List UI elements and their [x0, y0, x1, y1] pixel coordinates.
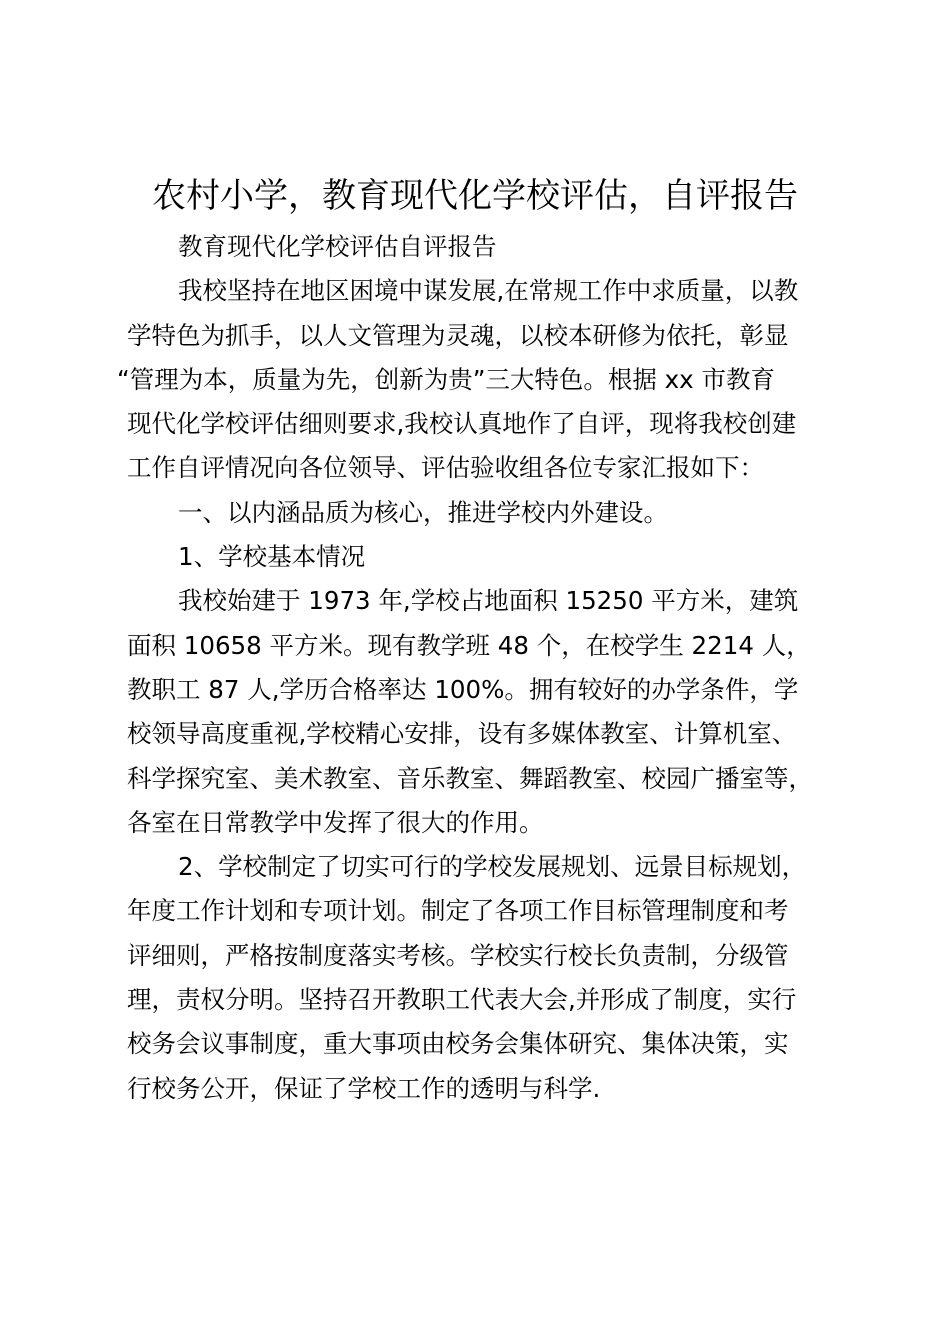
intro-paragraph	[117, 269, 853, 490]
paragraph-line: 教职工 87 人,学历合格率达 100%。拥有较好的办学条件，学	[127, 674, 799, 704]
document-title: 农村小学，教育现代化学校评估，自评报告	[152, 176, 798, 216]
document-subtitle: 教育现代化学校评估自评报告	[178, 232, 497, 261]
paragraph-line: 2、学校制定了切实可行的学校发展规划、远景目标规划，	[178, 852, 807, 882]
paragraph-line: 校务会议事制度，重大事项由校务会集体研究、集体决策，实	[127, 1029, 789, 1059]
paragraph-line: “管理为本，质量为先，创新为贵”三大特色。根据 xx 市教育	[117, 364, 775, 394]
paragraph-line: 年度工作计划和专项计划。制定了各项工作目标管理制度和考	[127, 896, 789, 926]
basic-info-paragraph	[127, 579, 853, 845]
paragraph-line: 科学探究室、美术教室、音乐教室、舞蹈教室、校园广播室等，	[127, 763, 813, 793]
paragraph-line: 各室在日常教学中发挥了很大的作用。	[127, 807, 544, 837]
paragraph-line: 面积 10658 平方米。现有教学班 48 个，在校学生 2214 人，	[127, 630, 811, 660]
paragraph-line: 现代化学校评估细则要求,我校认真地作了自评，现将我校创建	[127, 409, 797, 439]
section-heading: 一、以内涵品质为核心，推进学校内外建设。	[178, 497, 668, 527]
paragraph-line: 我校坚持在地区困境中谋发展,在常规工作中求质量，以教	[178, 276, 799, 306]
planning-paragraph	[127, 845, 853, 1111]
paragraph-line: 学特色为抓手，以人文管理为灵魂，以校本研修为依托，彰显	[127, 320, 789, 350]
paragraph-line: 评细则，严格按制度落实考核。学校实行校长负责制，分级管	[127, 940, 789, 970]
paragraph-line: 理，责权分明。坚持召开教职工代表大会,并形成了制度，实行	[127, 985, 797, 1015]
paragraph-line: 行校务公开，保证了学校工作的透明与科学.	[127, 1073, 601, 1103]
paragraph-line: 我校始建于 1973 年,学校占地面积 15250 平方米，建筑	[178, 586, 799, 616]
paragraph-line: 校领导高度重视,学校精心安排，设有多媒体教室、计算机室、	[127, 719, 797, 749]
subsection-heading: 1、学校基本情况	[178, 542, 366, 572]
document-body	[117, 225, 853, 1111]
paragraph-line: 工作自评情况向各位领导、评估验收组各位专家汇报如下：	[127, 453, 764, 483]
